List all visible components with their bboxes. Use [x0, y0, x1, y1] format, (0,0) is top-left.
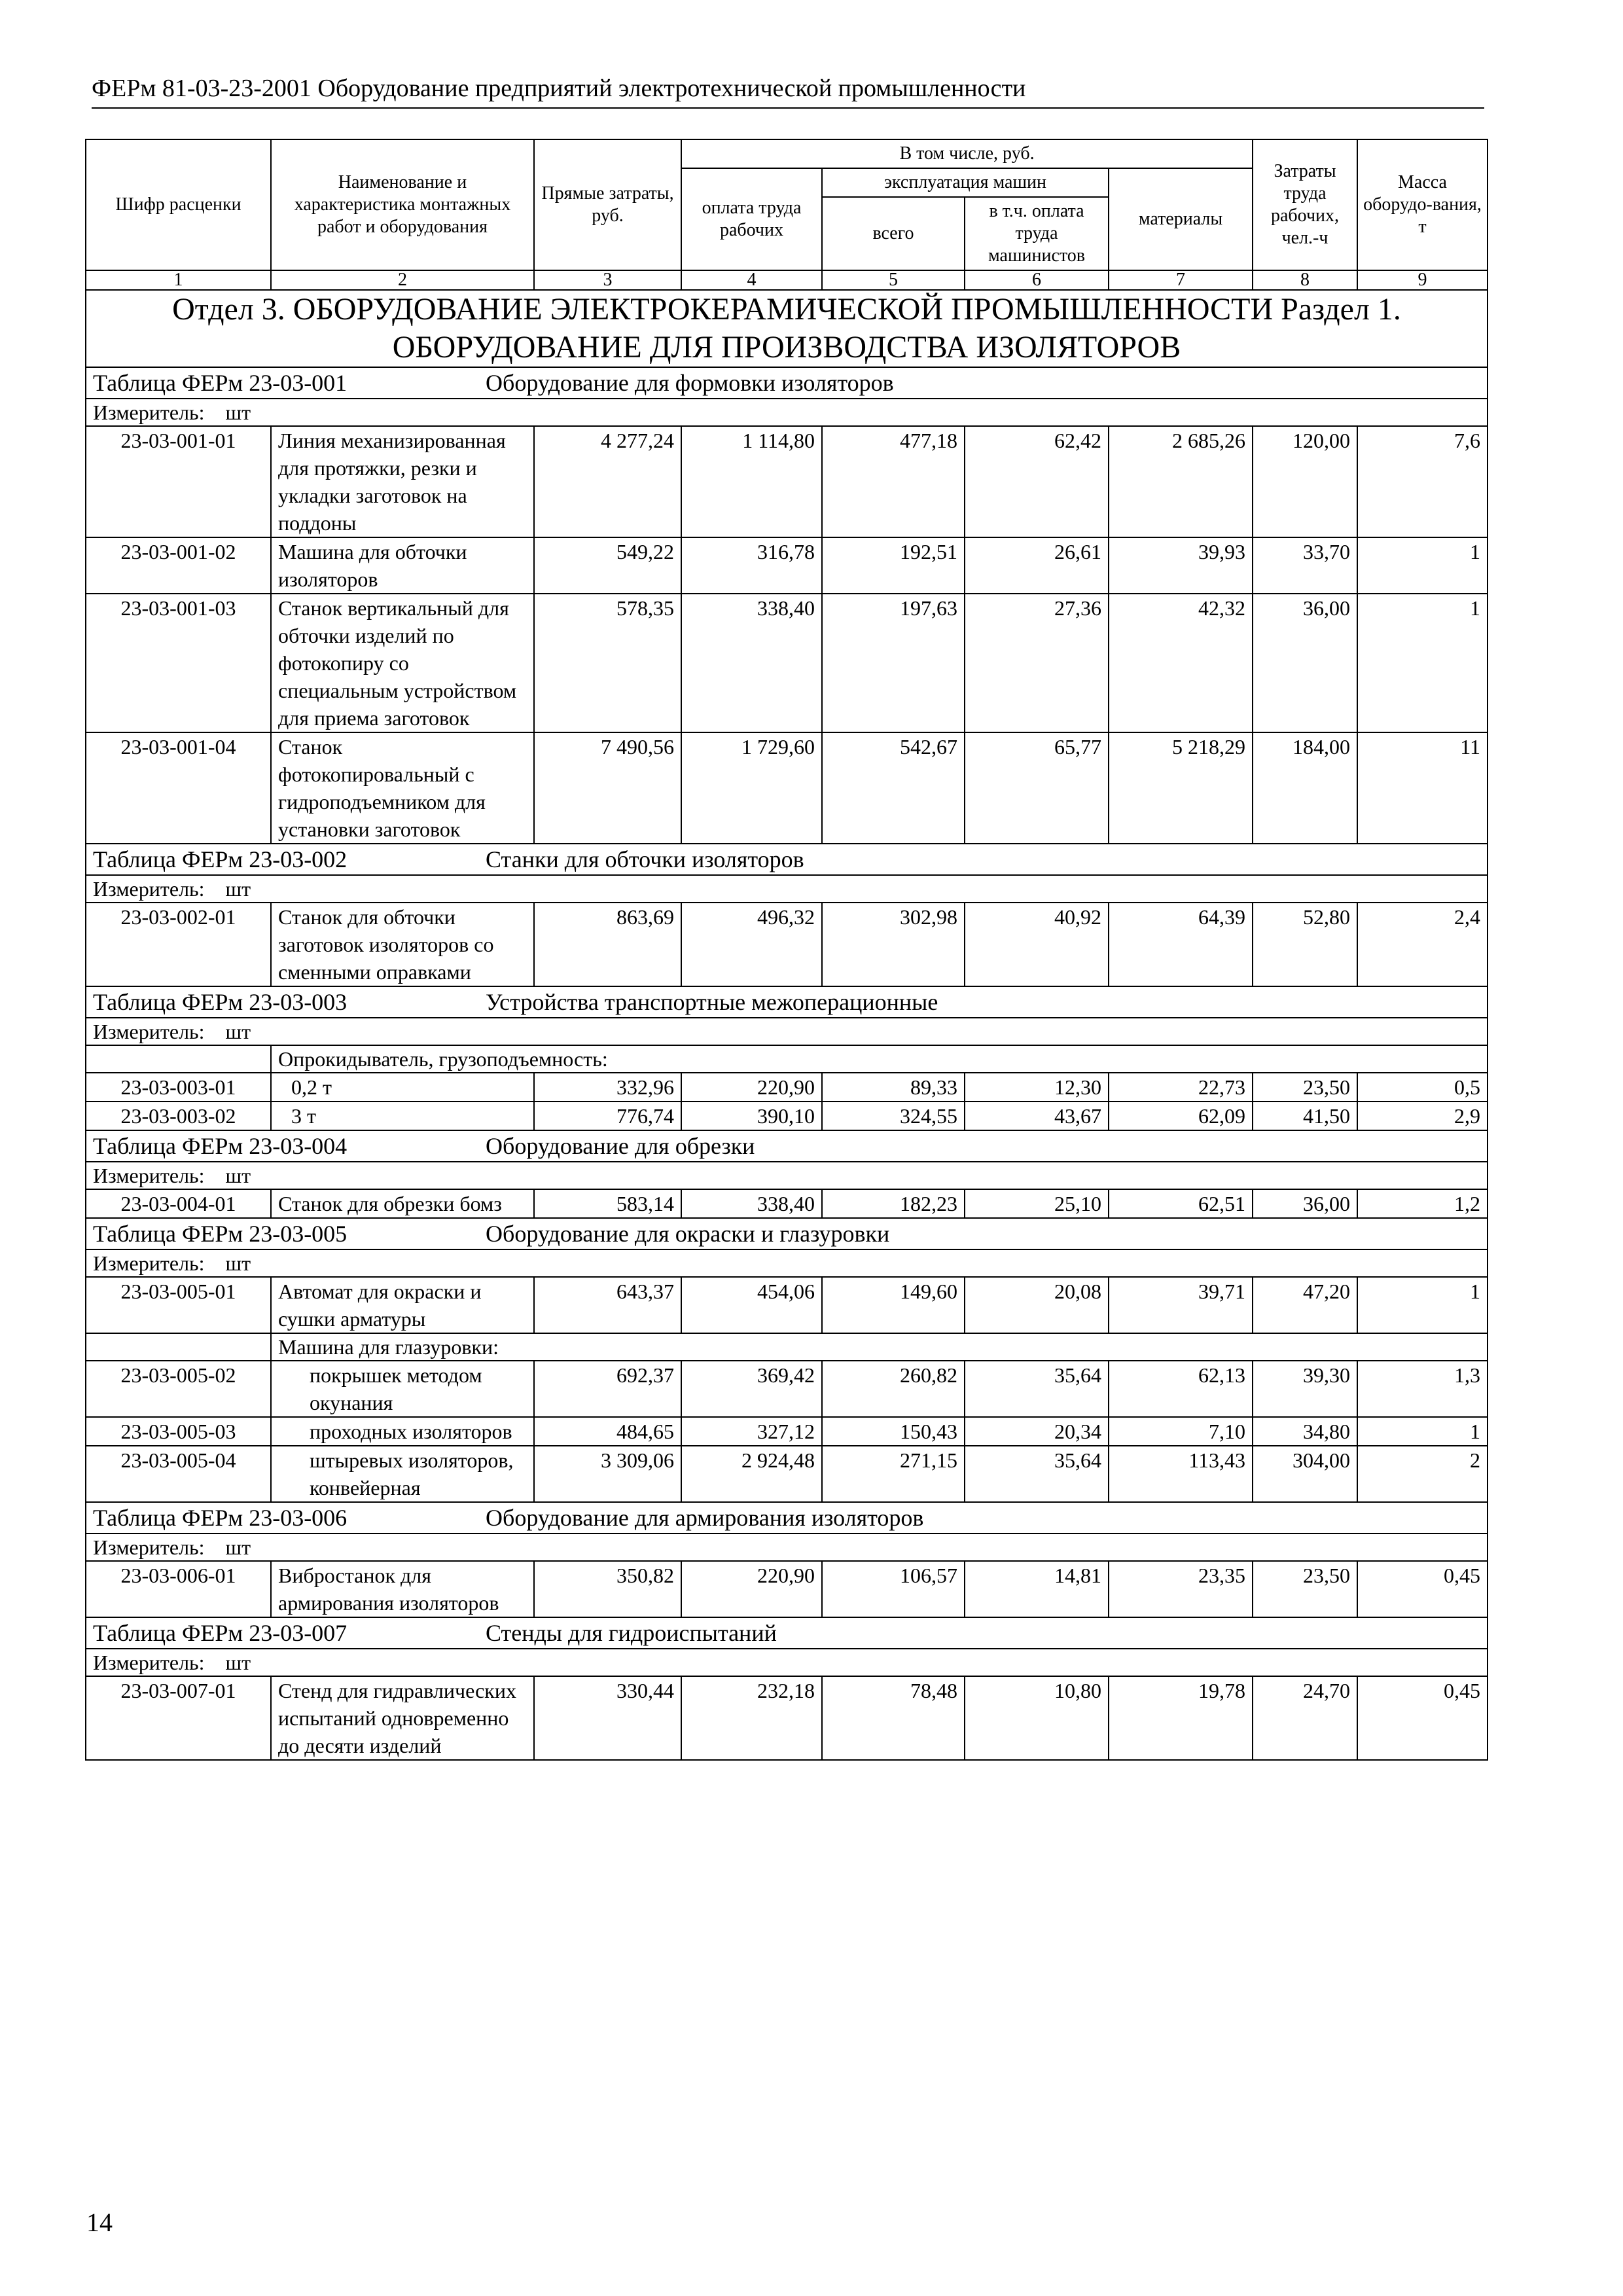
value-labor: 2 924,48 — [681, 1446, 822, 1502]
value-labor-cost: 41,50 — [1253, 1102, 1357, 1130]
table-code: Таблица ФЕРм 23-03-007 — [93, 1620, 348, 1646]
table-heading — [86, 1218, 1488, 1249]
table-heading — [86, 1617, 1488, 1649]
value-materials: 113,43 — [1109, 1446, 1253, 1502]
value-mach: 197,63 — [822, 594, 965, 732]
unit-label: Измеритель: шт — [86, 1018, 1488, 1045]
value-machinists: 35,64 — [965, 1446, 1109, 1502]
table-code: Таблица ФЕРм 23-03-001 — [93, 370, 348, 396]
value-labor: 496,32 — [681, 903, 822, 986]
value-mach: 302,98 — [822, 903, 965, 986]
rate-code: 23-03-003-02 — [86, 1102, 271, 1130]
rate-name: проходных изоляторов — [271, 1417, 534, 1446]
value-mach: 149,60 — [822, 1277, 965, 1333]
table-heading-row — [86, 844, 1488, 875]
value-mass: 0,5 — [1357, 1073, 1488, 1102]
table-title: Устройства транспортные межоперационные — [486, 989, 938, 1015]
value-labor: 316,78 — [681, 537, 822, 594]
col-number: 6 — [965, 270, 1109, 290]
value-labor: 1 729,60 — [681, 732, 822, 844]
col-machines-header: эксплуатация машин — [822, 168, 1109, 197]
value-labor-cost: 36,00 — [1253, 594, 1357, 732]
value-mach: 260,82 — [822, 1361, 965, 1417]
rate-name: покрышек методом окунания — [271, 1361, 534, 1417]
group-blank — [86, 1333, 271, 1361]
table-title: Станки для обточки изоляторов — [486, 846, 804, 872]
value-direct: 7 490,56 — [534, 732, 681, 844]
table-heading — [86, 844, 1488, 875]
table-code: Таблица ФЕРм 23-03-004 — [93, 1133, 348, 1159]
table-row — [86, 1446, 1488, 1502]
rate-code: 23-03-005-04 — [86, 1446, 271, 1502]
value-labor: 327,12 — [681, 1417, 822, 1446]
col-number: 3 — [534, 270, 681, 290]
value-labor-cost: 39,30 — [1253, 1361, 1357, 1417]
value-machinists: 62,42 — [965, 426, 1109, 537]
value-direct: 692,37 — [534, 1361, 681, 1417]
value-mass: 7,6 — [1357, 426, 1488, 537]
value-materials: 42,32 — [1109, 594, 1253, 732]
rate-name: Станок вертикальный для обточки изделий по фотокопиру со специальным устройством для приема заготовок — [271, 594, 534, 732]
value-mass: 1 — [1357, 537, 1488, 594]
value-direct: 3 309,06 — [534, 1446, 681, 1502]
value-mass: 2,4 — [1357, 903, 1488, 986]
group-label: Опрокидыватель, грузоподъемность: — [271, 1045, 1488, 1073]
value-labor: 220,90 — [681, 1561, 822, 1617]
table-row — [86, 1189, 1488, 1218]
value-mass: 0,45 — [1357, 1676, 1488, 1760]
rate-name: Линия механизированная для протяжки, резки и укладки заготовок на поддоны — [271, 426, 534, 537]
value-labor: 454,06 — [681, 1277, 822, 1333]
value-machinists: 20,08 — [965, 1277, 1109, 1333]
value-labor-cost: 304,00 — [1253, 1446, 1357, 1502]
value-mass: 11 — [1357, 732, 1488, 844]
col-number: 4 — [681, 270, 822, 290]
value-labor-cost: 36,00 — [1253, 1189, 1357, 1218]
value-mach: 477,18 — [822, 426, 965, 537]
value-direct: 549,22 — [534, 537, 681, 594]
value-labor-cost: 33,70 — [1253, 537, 1357, 594]
unit-row — [86, 875, 1488, 903]
value-mass: 0,45 — [1357, 1561, 1488, 1617]
value-mach: 182,23 — [822, 1189, 965, 1218]
rate-name: Машина для обточки изоляторов — [271, 537, 534, 594]
value-direct: 776,74 — [534, 1102, 681, 1130]
col-number: 8 — [1253, 270, 1357, 290]
table-code: Таблица ФЕРм 23-03-002 — [93, 846, 348, 872]
value-mach: 192,51 — [822, 537, 965, 594]
rate-code: 23-03-001-01 — [86, 426, 271, 537]
rates-table — [85, 139, 1488, 1761]
value-labor-cost: 120,00 — [1253, 426, 1357, 537]
col-labor-pay-header: оплата труда рабочих — [681, 168, 822, 270]
value-mass: 2,9 — [1357, 1102, 1488, 1130]
table-header — [86, 139, 1488, 290]
table-code: Таблица ФЕРм 23-03-006 — [93, 1505, 348, 1531]
table-title: Оборудование для формовки изоляторов — [486, 370, 894, 396]
column-numbers-row — [86, 270, 1488, 290]
value-labor: 390,10 — [681, 1102, 822, 1130]
value-direct: 643,37 — [534, 1277, 681, 1333]
value-machinists: 10,80 — [965, 1676, 1109, 1760]
value-mass: 1,3 — [1357, 1361, 1488, 1417]
value-mach: 78,48 — [822, 1676, 965, 1760]
unit-label: Измеритель: шт — [86, 399, 1488, 426]
value-mach: 324,55 — [822, 1102, 965, 1130]
table-heading — [86, 986, 1488, 1018]
value-materials: 62,09 — [1109, 1102, 1253, 1130]
rate-name: 0,2 т — [271, 1073, 534, 1102]
rate-code: 23-03-001-04 — [86, 732, 271, 844]
value-mass: 2 — [1357, 1446, 1488, 1502]
unit-label: Измеритель: шт — [86, 1534, 1488, 1561]
value-direct: 350,82 — [534, 1561, 681, 1617]
table-title: Оборудование для окраски и глазуровки — [486, 1221, 890, 1247]
value-machinists: 35,64 — [965, 1361, 1109, 1417]
col-including-header: В том числе, руб. — [681, 139, 1253, 168]
value-machinists: 27,36 — [965, 594, 1109, 732]
value-direct: 583,14 — [534, 1189, 681, 1218]
rate-code: 23-03-006-01 — [86, 1561, 271, 1617]
table-code: Таблица ФЕРм 23-03-003 — [93, 989, 348, 1015]
table-heading-row — [86, 1218, 1488, 1249]
value-materials: 62,13 — [1109, 1361, 1253, 1417]
value-mach: 106,57 — [822, 1561, 965, 1617]
value-labor: 1 114,80 — [681, 426, 822, 537]
value-mach: 89,33 — [822, 1073, 965, 1102]
table-heading-row — [86, 367, 1488, 399]
value-labor-cost: 24,70 — [1253, 1676, 1357, 1760]
table-row — [86, 594, 1488, 732]
unit-label: Измеритель: шт — [86, 1249, 1488, 1277]
rate-name: Стенд для гидравлических испытаний одновременно до десяти изделий — [271, 1676, 534, 1760]
col-number: 7 — [1109, 270, 1253, 290]
value-materials: 2 685,26 — [1109, 426, 1253, 537]
table-row — [86, 1676, 1488, 1760]
col-mass-header: Масса оборудо-вания, т — [1357, 139, 1488, 270]
value-mass: 1 — [1357, 594, 1488, 732]
value-direct: 578,35 — [534, 594, 681, 732]
value-materials: 23,35 — [1109, 1561, 1253, 1617]
value-labor-cost: 184,00 — [1253, 732, 1357, 844]
rate-name: Станок для обточки заготовок изоляторов со сменными оправками — [271, 903, 534, 986]
value-machinists: 14,81 — [965, 1561, 1109, 1617]
table-row — [86, 1561, 1488, 1617]
unit-label: Измеритель: шт — [86, 875, 1488, 903]
value-machinists: 40,92 — [965, 903, 1109, 986]
table-heading — [86, 1130, 1488, 1162]
rate-code: 23-03-005-01 — [86, 1277, 271, 1333]
col-number: 9 — [1357, 270, 1488, 290]
value-materials: 22,73 — [1109, 1073, 1253, 1102]
rate-code: 23-03-003-01 — [86, 1073, 271, 1102]
value-direct: 4 277,24 — [534, 426, 681, 537]
value-labor: 369,42 — [681, 1361, 822, 1417]
value-materials: 39,93 — [1109, 537, 1253, 594]
value-mass: 1 — [1357, 1277, 1488, 1333]
col-labor-cost-header: Затраты труда рабочих, чел.-ч — [1253, 139, 1357, 270]
value-machinists: 20,34 — [965, 1417, 1109, 1446]
value-labor-cost: 34,80 — [1253, 1417, 1357, 1446]
value-mass: 1,2 — [1357, 1189, 1488, 1218]
table-row — [86, 1277, 1488, 1333]
col-number: 5 — [822, 270, 965, 290]
page-number: 14 — [86, 2208, 113, 2237]
col-code-header: Шифр расценки — [86, 139, 271, 270]
unit-label: Измеритель: шт — [86, 1649, 1488, 1676]
value-direct: 863,69 — [534, 903, 681, 986]
rate-name: Вибростанок для армирования изоляторов — [271, 1561, 534, 1617]
rate-code: 23-03-001-03 — [86, 594, 271, 732]
value-labor: 338,40 — [681, 594, 822, 732]
col-name-header: Наименование и характеристика монтажных работ и оборудования — [271, 139, 534, 270]
table-heading-row — [86, 986, 1488, 1018]
rate-code: 23-03-005-03 — [86, 1417, 271, 1446]
table-title: Оборудование для обрезки — [486, 1133, 755, 1159]
col-materials-header: материалы — [1109, 168, 1253, 270]
value-materials: 5 218,29 — [1109, 732, 1253, 844]
value-direct: 332,96 — [534, 1073, 681, 1102]
value-materials: 39,71 — [1109, 1277, 1253, 1333]
value-labor-cost: 47,20 — [1253, 1277, 1357, 1333]
value-materials: 19,78 — [1109, 1676, 1253, 1760]
table-heading — [86, 367, 1488, 399]
value-mach: 542,67 — [822, 732, 965, 844]
unit-row — [86, 1249, 1488, 1277]
value-mass: 1 — [1357, 1417, 1488, 1446]
table-heading — [86, 1502, 1488, 1534]
group-row — [86, 1333, 1488, 1361]
department-title: Отдел 3. ОБОРУДОВАНИЕ ЭЛЕКТРОКЕРАМИЧЕСКОЙ ПРОМЫШЛЕННОСТИ Раздел 1. ОБОРУДОВАНИЕ ДЛЯ ПРОИЗВОДСТВА ИЗОЛЯТОРОВ — [86, 290, 1488, 367]
value-machinists: 43,67 — [965, 1102, 1109, 1130]
table-title: Оборудование для армирования изоляторов — [486, 1505, 924, 1531]
value-machinists: 12,30 — [965, 1073, 1109, 1102]
rate-code: 23-03-002-01 — [86, 903, 271, 986]
rate-code: 23-03-004-01 — [86, 1189, 271, 1218]
table-row — [86, 1073, 1488, 1102]
group-blank — [86, 1045, 271, 1073]
value-labor: 220,90 — [681, 1073, 822, 1102]
value-materials: 7,10 — [1109, 1417, 1253, 1446]
rate-name: 3 т — [271, 1102, 534, 1130]
value-machinists: 26,61 — [965, 537, 1109, 594]
col-machinists-pay-header: в т.ч. оплата труда машинистов — [965, 197, 1109, 270]
table-row — [86, 537, 1488, 594]
value-materials: 62,51 — [1109, 1189, 1253, 1218]
table-row — [86, 426, 1488, 537]
unit-row — [86, 1649, 1488, 1676]
value-mach: 150,43 — [822, 1417, 965, 1446]
value-materials: 64,39 — [1109, 903, 1253, 986]
unit-row — [86, 1162, 1488, 1189]
table-heading-row — [86, 1617, 1488, 1649]
rate-code: 23-03-005-02 — [86, 1361, 271, 1417]
table-heading-row — [86, 1130, 1488, 1162]
page-header: ФЕРм 81-03-23-2001 Оборудование предприятий электротехнической промышленности — [92, 73, 1484, 109]
table-row — [86, 1361, 1488, 1417]
table-code: Таблица ФЕРм 23-03-005 — [93, 1221, 348, 1247]
col-number: 2 — [271, 270, 534, 290]
value-direct: 484,65 — [534, 1417, 681, 1446]
unit-row — [86, 399, 1488, 426]
unit-row — [86, 1534, 1488, 1561]
col-machines-total-header: всего — [822, 197, 965, 270]
col-number: 1 — [86, 270, 271, 290]
group-row — [86, 1045, 1488, 1073]
unit-label: Измеритель: шт — [86, 1162, 1488, 1189]
value-labor-cost: 23,50 — [1253, 1561, 1357, 1617]
value-labor: 338,40 — [681, 1189, 822, 1218]
col-direct-header: Прямые затраты, руб. — [534, 139, 681, 270]
rate-name: Станок для обрезки бомз — [271, 1189, 534, 1218]
table-title: Стенды для гидроиспытаний — [486, 1620, 777, 1646]
unit-row — [86, 1018, 1488, 1045]
value-direct: 330,44 — [534, 1676, 681, 1760]
rate-name: штыревых изоляторов, конвейерная — [271, 1446, 534, 1502]
table-row — [86, 1102, 1488, 1130]
value-machinists: 65,77 — [965, 732, 1109, 844]
table-row — [86, 903, 1488, 986]
table-row — [86, 732, 1488, 844]
value-labor-cost: 23,50 — [1253, 1073, 1357, 1102]
rate-code: 23-03-007-01 — [86, 1676, 271, 1760]
value-machinists: 25,10 — [965, 1189, 1109, 1218]
rate-code: 23-03-001-02 — [86, 537, 271, 594]
value-mach: 271,15 — [822, 1446, 965, 1502]
value-labor: 232,18 — [681, 1676, 822, 1760]
group-label: Машина для глазуровки: — [271, 1333, 1488, 1361]
table-heading-row — [86, 1502, 1488, 1534]
rate-name: Станок фотокопировальный с гидроподъемником для установки заготовок — [271, 732, 534, 844]
rate-name: Автомат для окраски и сушки арматуры — [271, 1277, 534, 1333]
table-row — [86, 1417, 1488, 1446]
value-labor-cost: 52,80 — [1253, 903, 1357, 986]
